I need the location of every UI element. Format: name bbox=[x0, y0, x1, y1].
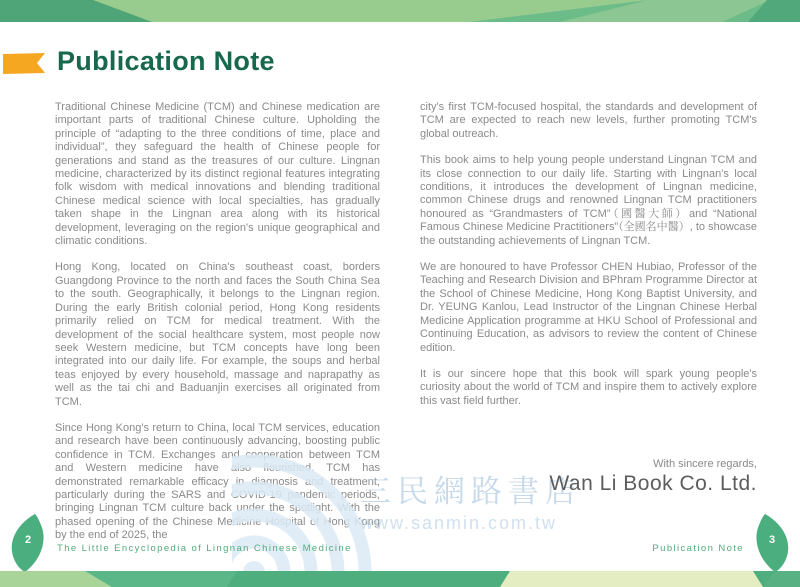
paragraph: city's first TCM-focused hospital, the standards and development of TCM are expected to reach new levels, further promoting TCM's global outreach. bbox=[420, 101, 757, 140]
right-page-leaf-badge bbox=[753, 514, 791, 572]
paragraph: Traditional Chinese Medicine (TCM) and Chinese medication are important parts of traditional Chinese culture. Upholding the principle of “adapting to the three conditions of time, place and individual”, they safeguard the health of Chinese people for generations and stand as the treasures of our culture. Lingnan medicine, characterized by its distinct regional features integrating folk wisdom with medical innovations and blending traditional Chinese medical science with local specialties, has gradually taken shape in the Lingnan area along with its historical development, leveraging on the region's unique geographical and climatic conditions. bbox=[55, 101, 380, 248]
signature-block bbox=[549, 458, 757, 496]
paragraph: We are honoured to have Professor CHEN Hubiao, Professor of the Teaching and Research Division and BPhram Programme Director at the School of Chinese Medicine, Hong Kong Baptist University, and Dr. YEUNG Kanlou, Lead Instructor of the Lingnan Chinese Herbal Medicine Application programme at HKU School of Professional and Continuing Education, as advisors to review the content of Chinese edition. bbox=[420, 261, 757, 354]
footer-book-title: The Little Encyclopedia of Lingnan Chinese Medicine bbox=[57, 543, 352, 554]
left-page-number: 2 bbox=[24, 534, 32, 546]
watermark-store-name: 三民網路書店 bbox=[360, 474, 582, 509]
left-page-leaf-badge bbox=[9, 514, 47, 572]
paragraph: Hong Kong, located on China's southeast coast, borders Guangdong Province to the north and faces the South China Sea to the south. Geographically, it belongs to the Lingnan region. During the early British colonial period, Hong Kong residents primarily relied on TCM for medical treatment. With the development of the social healthcare system, most people now seek Western medicine, but TCM concepts have long been integrated into our daily life. For example, the soups and herbal teas enjoyed by every household, massage and naprapathy as well as the tai chi and Baduanjin exercises all originated from TCM. bbox=[55, 261, 380, 408]
paragraph: This book aims to help young people understand Lingnan TCM and its close connection to our daily life. Starting with Lingnan's local conditions, it introduces the development of Lingnan medicine, common Chinese drugs and renowned Lingnan TCM practitioners honoured as “Grandmasters of TCM”（國醫大師）and “National Famous Chinese Medicine Practitioners”（全國名中醫）, to showcase the outstanding achievements of Lingnan TCM. bbox=[420, 154, 757, 247]
paragraph: It is our sincere hope that this book will spark young people's curiosity about the world of TCM and inspire them to actively explore this vast field further. bbox=[420, 367, 757, 407]
right-page-number: 3 bbox=[768, 534, 776, 546]
signature-company: Wan Li Book Co. Ltd. bbox=[549, 472, 757, 495]
watermark-url: www.sanmin.com.tw bbox=[360, 513, 558, 533]
footer-section-title: Publication Note bbox=[652, 543, 744, 554]
bottom-decorative-band bbox=[0, 571, 800, 587]
page-title: Publication Note bbox=[57, 46, 275, 76]
title-ribbon-icon bbox=[3, 53, 45, 74]
top-decorative-band bbox=[0, 0, 800, 22]
signature-regards: With sincere regards, bbox=[653, 458, 757, 470]
left-column bbox=[55, 101, 380, 556]
paragraph: Since Hong Kong's return to China, local TCM services, education and research have been continuously advancing, boosting public confidence in TCM. Exchanges and cooperation between TCM and Western medicine have also flourished. TCM has demonstrated remarkable efficacy in diagnosis and treatment, particularly during the SARS and COVID-19 pandemic periods, bringing Lingnan TCM culture back under the spotlight. With the phased opening of the Chinese Medicine Hospital of Hong Kong by the end of 2025, the bbox=[55, 421, 380, 542]
